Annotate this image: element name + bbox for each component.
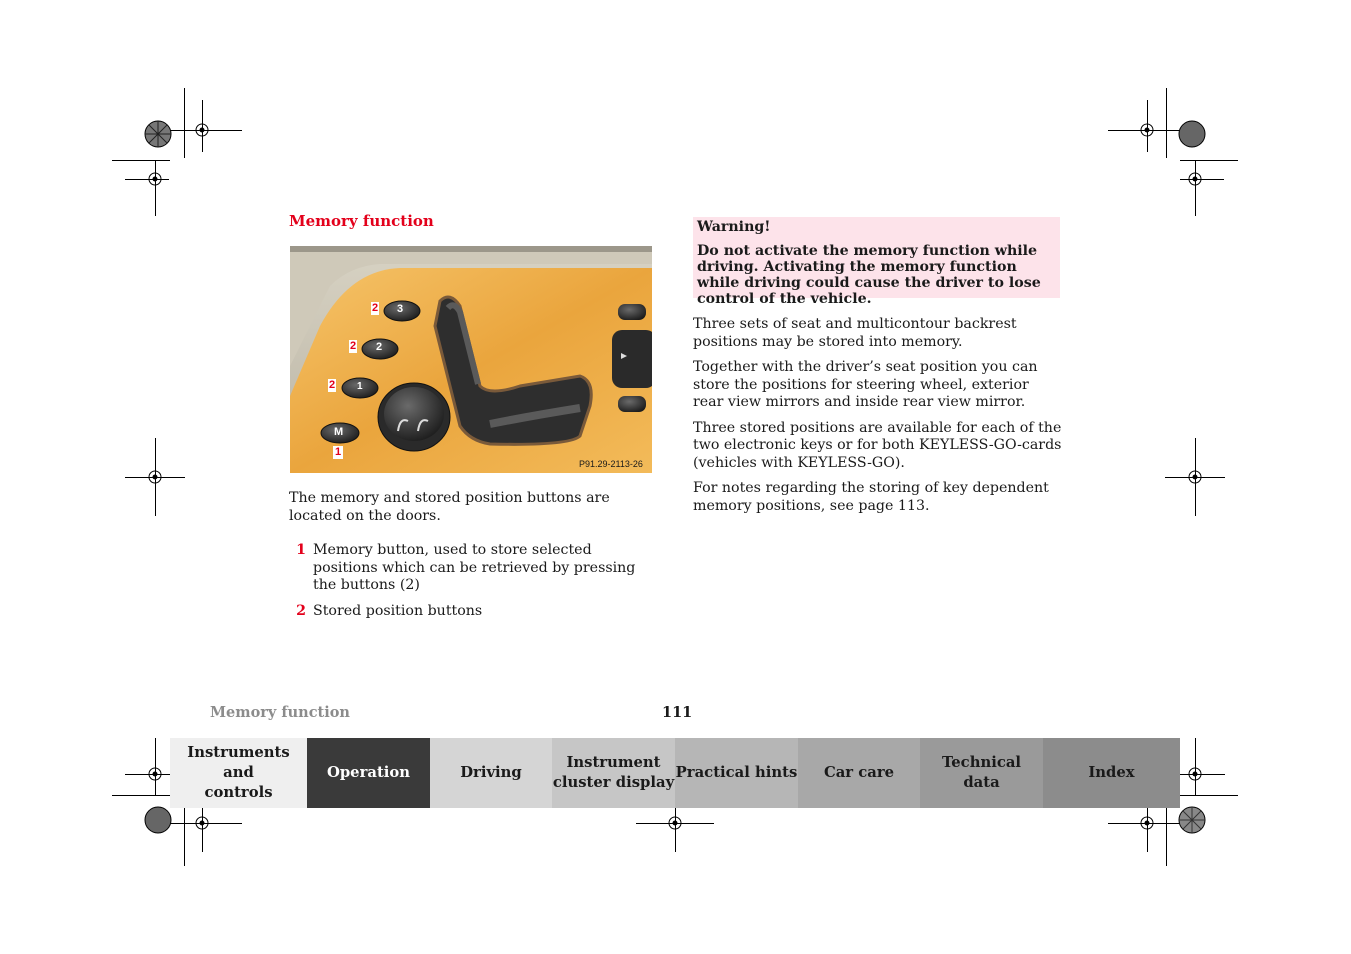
tab-operation[interactable]: Operation (307, 738, 430, 808)
tab-index[interactable]: Index (1043, 738, 1180, 808)
registration-target-icon (192, 120, 212, 140)
footer-section-title: Memory function (210, 704, 350, 721)
registration-wheel-icon (1178, 120, 1206, 148)
registration-wheel-icon (144, 120, 172, 148)
section-title: Memory function (289, 212, 434, 230)
registration-target-icon (1137, 813, 1157, 833)
warning-title: Warning! (697, 219, 771, 235)
door-memory-buttons-figure (290, 246, 652, 473)
paragraph: Together with the driver’s seat position you can store the positions for steering wheel, exterior rear view mirrors and inside rear view mirror. (693, 359, 1038, 410)
tab-technical-data[interactable]: Technical data (920, 738, 1043, 808)
tab-driving[interactable]: Driving (430, 738, 552, 808)
list-item-text: Stored position buttons (313, 602, 483, 619)
registration-target-icon (145, 467, 165, 487)
tab-instruments-and-controls[interactable]: Instruments and controls (170, 738, 307, 808)
tab-instrument-cluster-display[interactable]: Instrument cluster display (552, 738, 675, 808)
tab-car-care[interactable]: Car care (798, 738, 920, 808)
registration-target-icon (1185, 467, 1205, 487)
callout-2: 2 (372, 302, 379, 314)
button-2-label: 2 (376, 341, 383, 353)
paragraph: Three sets of seat and multicontour backrest positions may be stored into memory. (693, 316, 1017, 350)
registration-target-icon (1137, 120, 1157, 140)
registration-target-icon (192, 813, 212, 833)
figure-code: P91.29-2113-26 (579, 459, 643, 469)
list-item-text: Memory button, used to store selected positions which can be retrieved by pressing the buttons (2) (313, 542, 636, 593)
tab-practical-hints[interactable]: Practical hints (675, 738, 798, 808)
seat-control-illustration (290, 246, 652, 473)
callout-1: 1 (335, 446, 342, 458)
registration-wheel-icon (1178, 806, 1206, 834)
button-m-label: M (334, 426, 344, 438)
page-number: 111 (662, 704, 693, 721)
warning-text: Do not activate the memory function while driving. Activating the memory function while driving could cause the driver to lose control of the vehicle. (697, 243, 1041, 307)
list-item (289, 603, 659, 621)
callout-2: 2 (329, 379, 336, 391)
registration-target-icon (1185, 764, 1205, 784)
registration-wheel-icon (144, 806, 172, 834)
chapter-nav (170, 738, 1180, 808)
registration-target-icon (145, 169, 165, 189)
paragraph: Three stored positions are available for each of the two electronic keys or for both KEYLESS-GO-cards (vehicles with KEYLESS-GO). (693, 419, 1062, 471)
list-item-number: 2 (296, 602, 306, 619)
button-3-label: 3 (397, 303, 404, 315)
description-text (693, 316, 1063, 523)
list-item (289, 542, 659, 595)
registration-target-icon (1185, 169, 1205, 189)
warning-box (693, 217, 1060, 307)
callout-2: 2 (350, 340, 357, 352)
button-1-label: 1 (357, 381, 363, 392)
registration-target-icon (665, 813, 685, 833)
paragraph: For notes regarding the storing of key dependent memory positions, see page 113. (693, 480, 1049, 514)
list-item-number: 1 (296, 542, 306, 558)
registration-target-icon (145, 764, 165, 784)
callout-list (289, 542, 659, 628)
intro-paragraph: The memory and stored position buttons are located on the doors. (289, 490, 610, 524)
